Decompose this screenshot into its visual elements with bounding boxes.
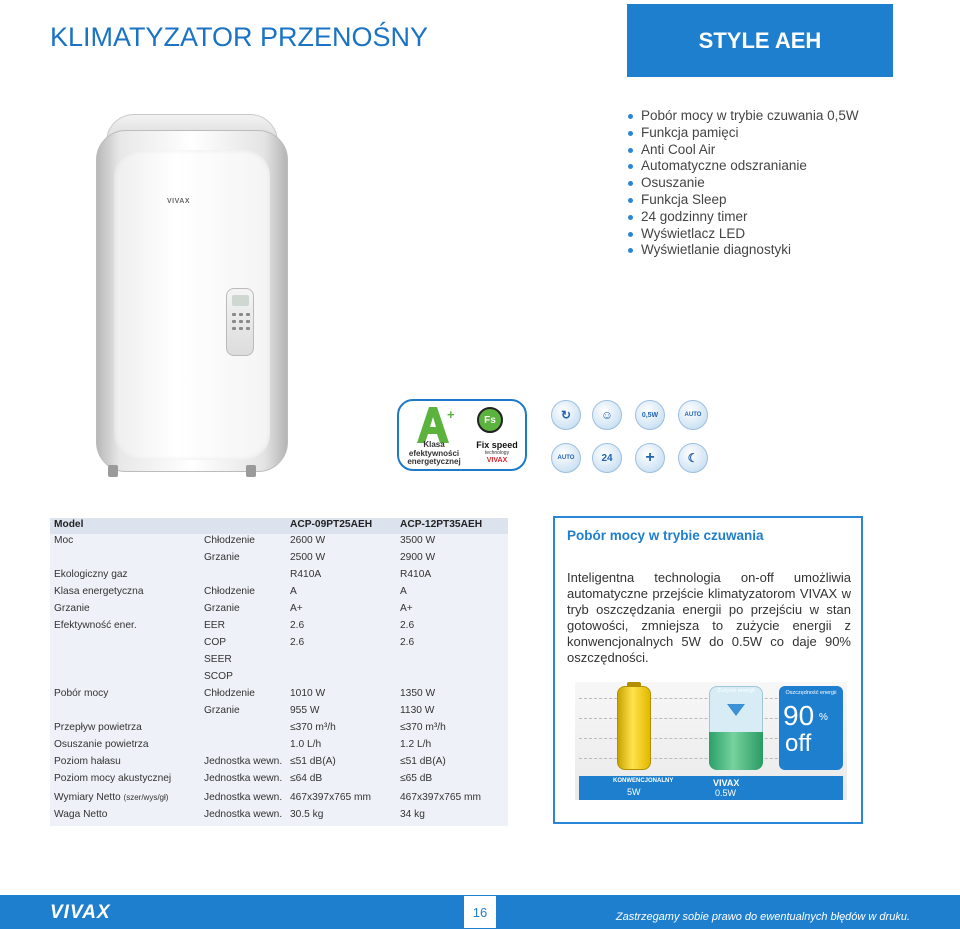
standby-power-icon (635, 400, 665, 430)
table-cell: Grzanie (204, 705, 240, 716)
header-model-09: ACP-09PT25AEH (290, 519, 373, 530)
fix-speed-brand: VIVAX (486, 457, 508, 464)
feature-item: 24 godzinny timer (627, 209, 859, 226)
header-model: Model (54, 519, 84, 530)
table-cell: ≤370 m³/h (290, 722, 336, 733)
info-text: Inteligentna technologia on-off umożliwia automatyczne przejście klimatyzatorom VIVAX w tryb oszczędzania energii po przejściu w stan gotowości, zmniejsza to zużycie energii z konwencjonalnych 5W do 0.5W co daje 90% oszczędności. (567, 570, 851, 665)
table-cell: Grzanie (54, 603, 90, 614)
remote-button (239, 313, 243, 316)
usage-label: Zużycie energii (717, 688, 755, 694)
brand-logo: VIVAX (50, 902, 111, 923)
table-cell: SEER (204, 654, 232, 665)
energy-class-label (405, 441, 463, 467)
page-title: KLIMATYZATOR PRZENOŚNY (50, 22, 429, 52)
table-cell: Chłodzenie (204, 586, 255, 597)
remote-button (246, 320, 250, 323)
table-cell: COP (204, 637, 227, 648)
remote-button (246, 313, 250, 316)
feature-item: Wyświetlanie diagnostyki (627, 242, 859, 259)
auto-mode-icon (678, 400, 708, 430)
table-cell: 2.6 (290, 637, 305, 648)
table-cell (54, 792, 168, 803)
timer-icon-label: 24 (601, 452, 613, 464)
table-cell: ≤51 dB(A) (400, 756, 446, 767)
feature-item: Pobór mocy w trybie czuwania 0,5W (627, 108, 859, 125)
table-cell: EER (204, 620, 225, 631)
conventional-label: KONWENCJONALNY (613, 778, 674, 784)
table-cell: Osuszanie powietrza (54, 739, 149, 750)
table-cell: 34 kg (400, 809, 425, 820)
energy-label-line: efektywności (408, 448, 460, 458)
feature-item: Funkcja pamięci (627, 125, 859, 142)
standby-info-box (553, 516, 863, 824)
sleep-icon: ☾ (678, 443, 708, 473)
table-cell: Jednostka wewn. (204, 792, 283, 803)
vivax-value: 0.5W (715, 788, 737, 798)
wheel (246, 465, 256, 477)
series-label: STYLE AEH (698, 27, 822, 53)
table-cell: Efektywność ener. (54, 620, 137, 631)
table-cell: ≤64 dB (290, 773, 323, 784)
table-cell: Przepływ powietrza (54, 722, 142, 733)
feature-item: Osuszanie (627, 175, 859, 192)
down-arrow-icon (727, 704, 745, 716)
series-banner (627, 4, 893, 77)
savings-unit: % (819, 712, 828, 723)
table-cell: Klasa energetyczna (54, 586, 144, 597)
table-cell: 2500 W (290, 552, 326, 563)
savings-label: Oszczędność energii (785, 690, 837, 696)
table-cell: R410A (400, 569, 432, 580)
unit-logo: VIVAX (167, 198, 190, 205)
table-cell: 1.2 L/h (400, 739, 432, 750)
table-cell: 1130 W (400, 705, 435, 716)
table-cell: 2600 W (290, 535, 326, 546)
table-cell: ≤370 m³/h (400, 722, 446, 733)
table-cell: A+ (290, 603, 303, 614)
info-title: Pobór mocy w trybie czuwania (567, 528, 764, 543)
energy-label-line: energetycznej (407, 457, 461, 466)
table-cell: Ekologiczny gaz (54, 569, 128, 580)
page-number (463, 895, 497, 929)
remote-screen (232, 295, 249, 306)
feature-item: Anti Cool Air (627, 142, 859, 159)
vivax-label: VIVAX (713, 778, 740, 788)
table-cell: 467x397x765 mm (290, 792, 371, 803)
savings-value: 90 (783, 700, 815, 731)
vivax-battery-fill (709, 732, 763, 770)
table-cell: Chłodzenie (204, 688, 255, 699)
table-cell: 2.6 (400, 620, 415, 631)
conventional-value: 5W (627, 787, 641, 797)
feature-list (627, 108, 859, 259)
table-cell: Grzanie (204, 552, 240, 563)
wheel (108, 465, 118, 477)
table-cell: 2.6 (400, 637, 415, 648)
svg-text:+: + (447, 407, 455, 422)
table-cell: 1010 W (290, 688, 326, 699)
table-cell: Poziom mocy akustycznej (54, 773, 172, 784)
dimensions-label: Wymiary Netto (54, 792, 121, 803)
table-cell: Jednostka wewn. (204, 773, 283, 784)
remote-button (239, 327, 243, 330)
remote-button (232, 313, 236, 316)
table-cell: Chłodzenie (204, 535, 255, 546)
table-cell: R410A (290, 569, 322, 580)
timer-icon (592, 443, 622, 473)
anti-cool-air-icon: ☺ (592, 400, 622, 430)
page-number-text: 16 (472, 904, 488, 920)
table-cell: 3500 W (400, 535, 436, 546)
energy-saving-graphic (575, 682, 847, 800)
table-cell: ≤65 dB (400, 773, 433, 784)
feature-item: Wyświetlacz LED (627, 226, 859, 243)
dimensions-sublabel: (szer/wys/gł) (123, 793, 169, 802)
standby-icon-label: 0,5W (641, 411, 659, 419)
table-cell: SCOP (204, 671, 233, 682)
fix-speed-technology: technology (484, 450, 510, 456)
fs-icon: Fs (477, 407, 503, 433)
table-cell: A+ (400, 603, 413, 614)
remote-control-image (226, 288, 254, 356)
table-cell: 1.0 L/h (290, 739, 322, 750)
savings-off: off (785, 730, 812, 757)
table-cell: 2.6 (290, 620, 305, 631)
dehumidify-icon: + (635, 443, 665, 473)
feature-item: Automatyczne odszranianie (627, 158, 859, 175)
table-cell: 467x397x765 mm (400, 792, 481, 803)
table-cell: Moc (54, 535, 74, 546)
feature-item: Funkcja Sleep (627, 192, 859, 209)
energy-label-line: Klasa (423, 440, 445, 449)
table-cell: Grzanie (204, 603, 240, 614)
table-cell: 2900 W (400, 552, 436, 563)
footer (0, 895, 960, 929)
table-cell: 1350 W (400, 688, 436, 699)
table-cell: Jednostka wewn. (204, 809, 283, 820)
table-cell: A (290, 586, 297, 597)
table-cell: Poziom hałasu (54, 756, 121, 767)
disclaimer: Zastrzegamy sobie prawo do ewentualnych błędów w druku. (615, 911, 910, 923)
memory-icon: ↻ (551, 400, 581, 430)
auto-icon-label: AUTO (684, 412, 702, 418)
energy-badge (397, 399, 527, 471)
conventional-battery (617, 686, 651, 770)
remote-button (232, 320, 236, 323)
auto-defrost-icon (551, 443, 581, 473)
auto-defrost-label: AUTO (557, 455, 575, 461)
table-cell: Pobór mocy (54, 688, 109, 699)
table-cell: ≤51 dB(A) (290, 756, 336, 767)
energy-class-icon (407, 405, 459, 445)
remote-button (239, 320, 243, 323)
spec-table (50, 518, 508, 826)
table-cell: Jednostka wewn. (204, 756, 283, 767)
remote-button (232, 327, 236, 330)
product-image (92, 110, 292, 482)
remote-button (246, 327, 250, 330)
table-cell: 30.5 kg (290, 809, 324, 820)
table-cell: Waga Netto (54, 809, 108, 820)
header-model-12: ACP-12PT35AEH (400, 519, 483, 530)
table-cell: A (400, 586, 407, 597)
table-cell: 955 W (290, 705, 320, 716)
fix-speed-label: Fix speed (476, 440, 518, 450)
